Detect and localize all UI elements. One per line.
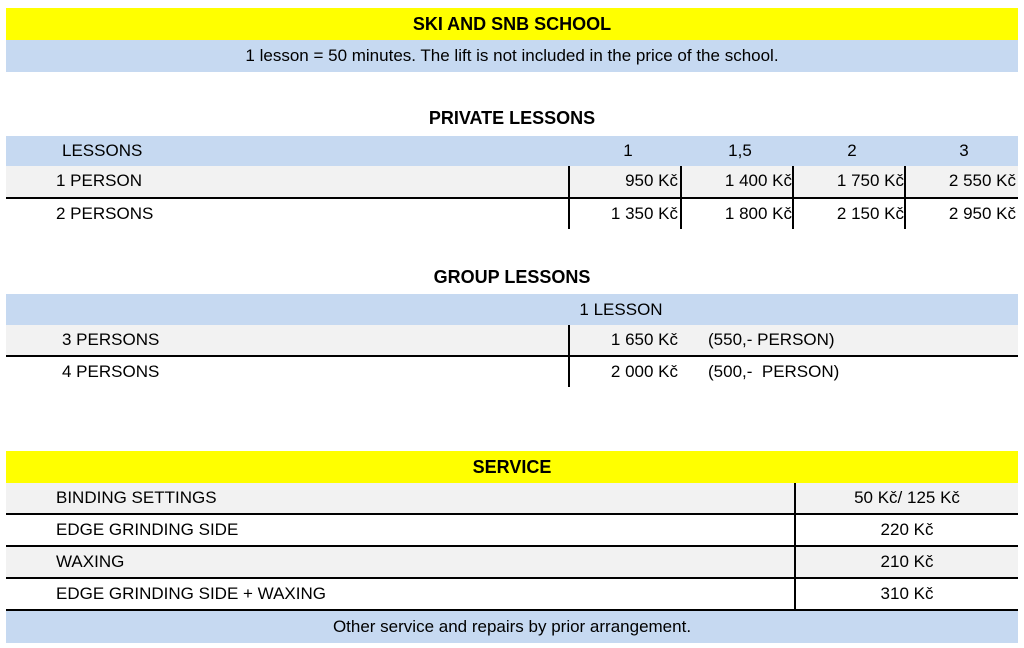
per-person-price: (550,- PERSON): [708, 330, 835, 349]
private-lessons-title: PRIVATE LESSONS: [428, 108, 596, 128]
price-cell: 1 400 Kč: [724, 171, 792, 190]
group-header-row: [6, 294, 1018, 325]
private-col-1-5: 1,5: [728, 141, 752, 160]
price-cell: 210 Kč: [880, 552, 934, 571]
price-cell: 950 Kč: [625, 171, 678, 190]
private-header-row: [6, 136, 1018, 166]
divider: [904, 166, 906, 229]
price-cell: 310 Kč: [880, 584, 934, 603]
price-cell: 2 950 Kč: [948, 204, 1016, 223]
per-person-price: (500,- PERSON): [708, 362, 840, 381]
group-row-1: [6, 325, 1018, 355]
price-cell: 2 000 Kč: [610, 362, 678, 381]
price-cell: 1 350 Kč: [610, 204, 678, 223]
row-label: WAXING: [56, 552, 125, 571]
service-row-edge-grinding: [6, 515, 1018, 545]
divider: [680, 166, 682, 229]
private-row-2: [6, 199, 1018, 229]
group-row-2: [6, 357, 1018, 387]
price-cell: 2 150 Kč: [836, 204, 904, 223]
group-lessons-title: GROUP LESSONS: [433, 267, 591, 287]
divider: [568, 325, 570, 387]
row-label: BINDING SETTINGS: [56, 488, 217, 507]
row-label: 3 PERSONS: [62, 330, 160, 349]
divider: [792, 166, 794, 229]
service-row-waxing: [6, 547, 1018, 577]
price-cell: 220 Kč: [880, 520, 934, 539]
private-row-1: [6, 166, 1018, 197]
private-col-1: 1: [623, 141, 633, 160]
price-cell: 1 750 Kč: [836, 171, 904, 190]
price-cell: 1 650 Kč: [610, 330, 678, 349]
school-title: SKI AND SNB SCHOOL: [6, 8, 1018, 40]
service-row-binding: [6, 483, 1018, 513]
service-row-edge-waxing: [6, 579, 1018, 609]
price-cell: 2 550 Kč: [948, 171, 1016, 190]
row-label: 2 PERSONS: [56, 204, 154, 223]
row-label: EDGE GRINDING SIDE + WAXING: [56, 584, 326, 603]
divider: [794, 483, 796, 611]
price-cell: 1 800 Kč: [724, 204, 792, 223]
group-lesson-label: 1 LESSON: [579, 300, 663, 319]
price-cell: 50 Kč/ 125 Kč: [854, 488, 960, 507]
service-footer-note: Other service and repairs by prior arrangement.: [6, 611, 1018, 643]
row-label: 4 PERSONS: [62, 362, 160, 381]
private-lessons-label: LESSONS: [62, 141, 143, 160]
row-label: 1 PERSON: [56, 171, 142, 190]
lesson-duration-note: 1 lesson = 50 minutes. The lift is not included in the price of the school.: [6, 40, 1018, 72]
private-col-2: 2: [847, 141, 857, 160]
divider: [568, 166, 570, 229]
row-label: EDGE GRINDING SIDE: [56, 520, 239, 539]
private-col-3: 3: [959, 141, 969, 160]
service-title: SERVICE: [6, 451, 1018, 483]
